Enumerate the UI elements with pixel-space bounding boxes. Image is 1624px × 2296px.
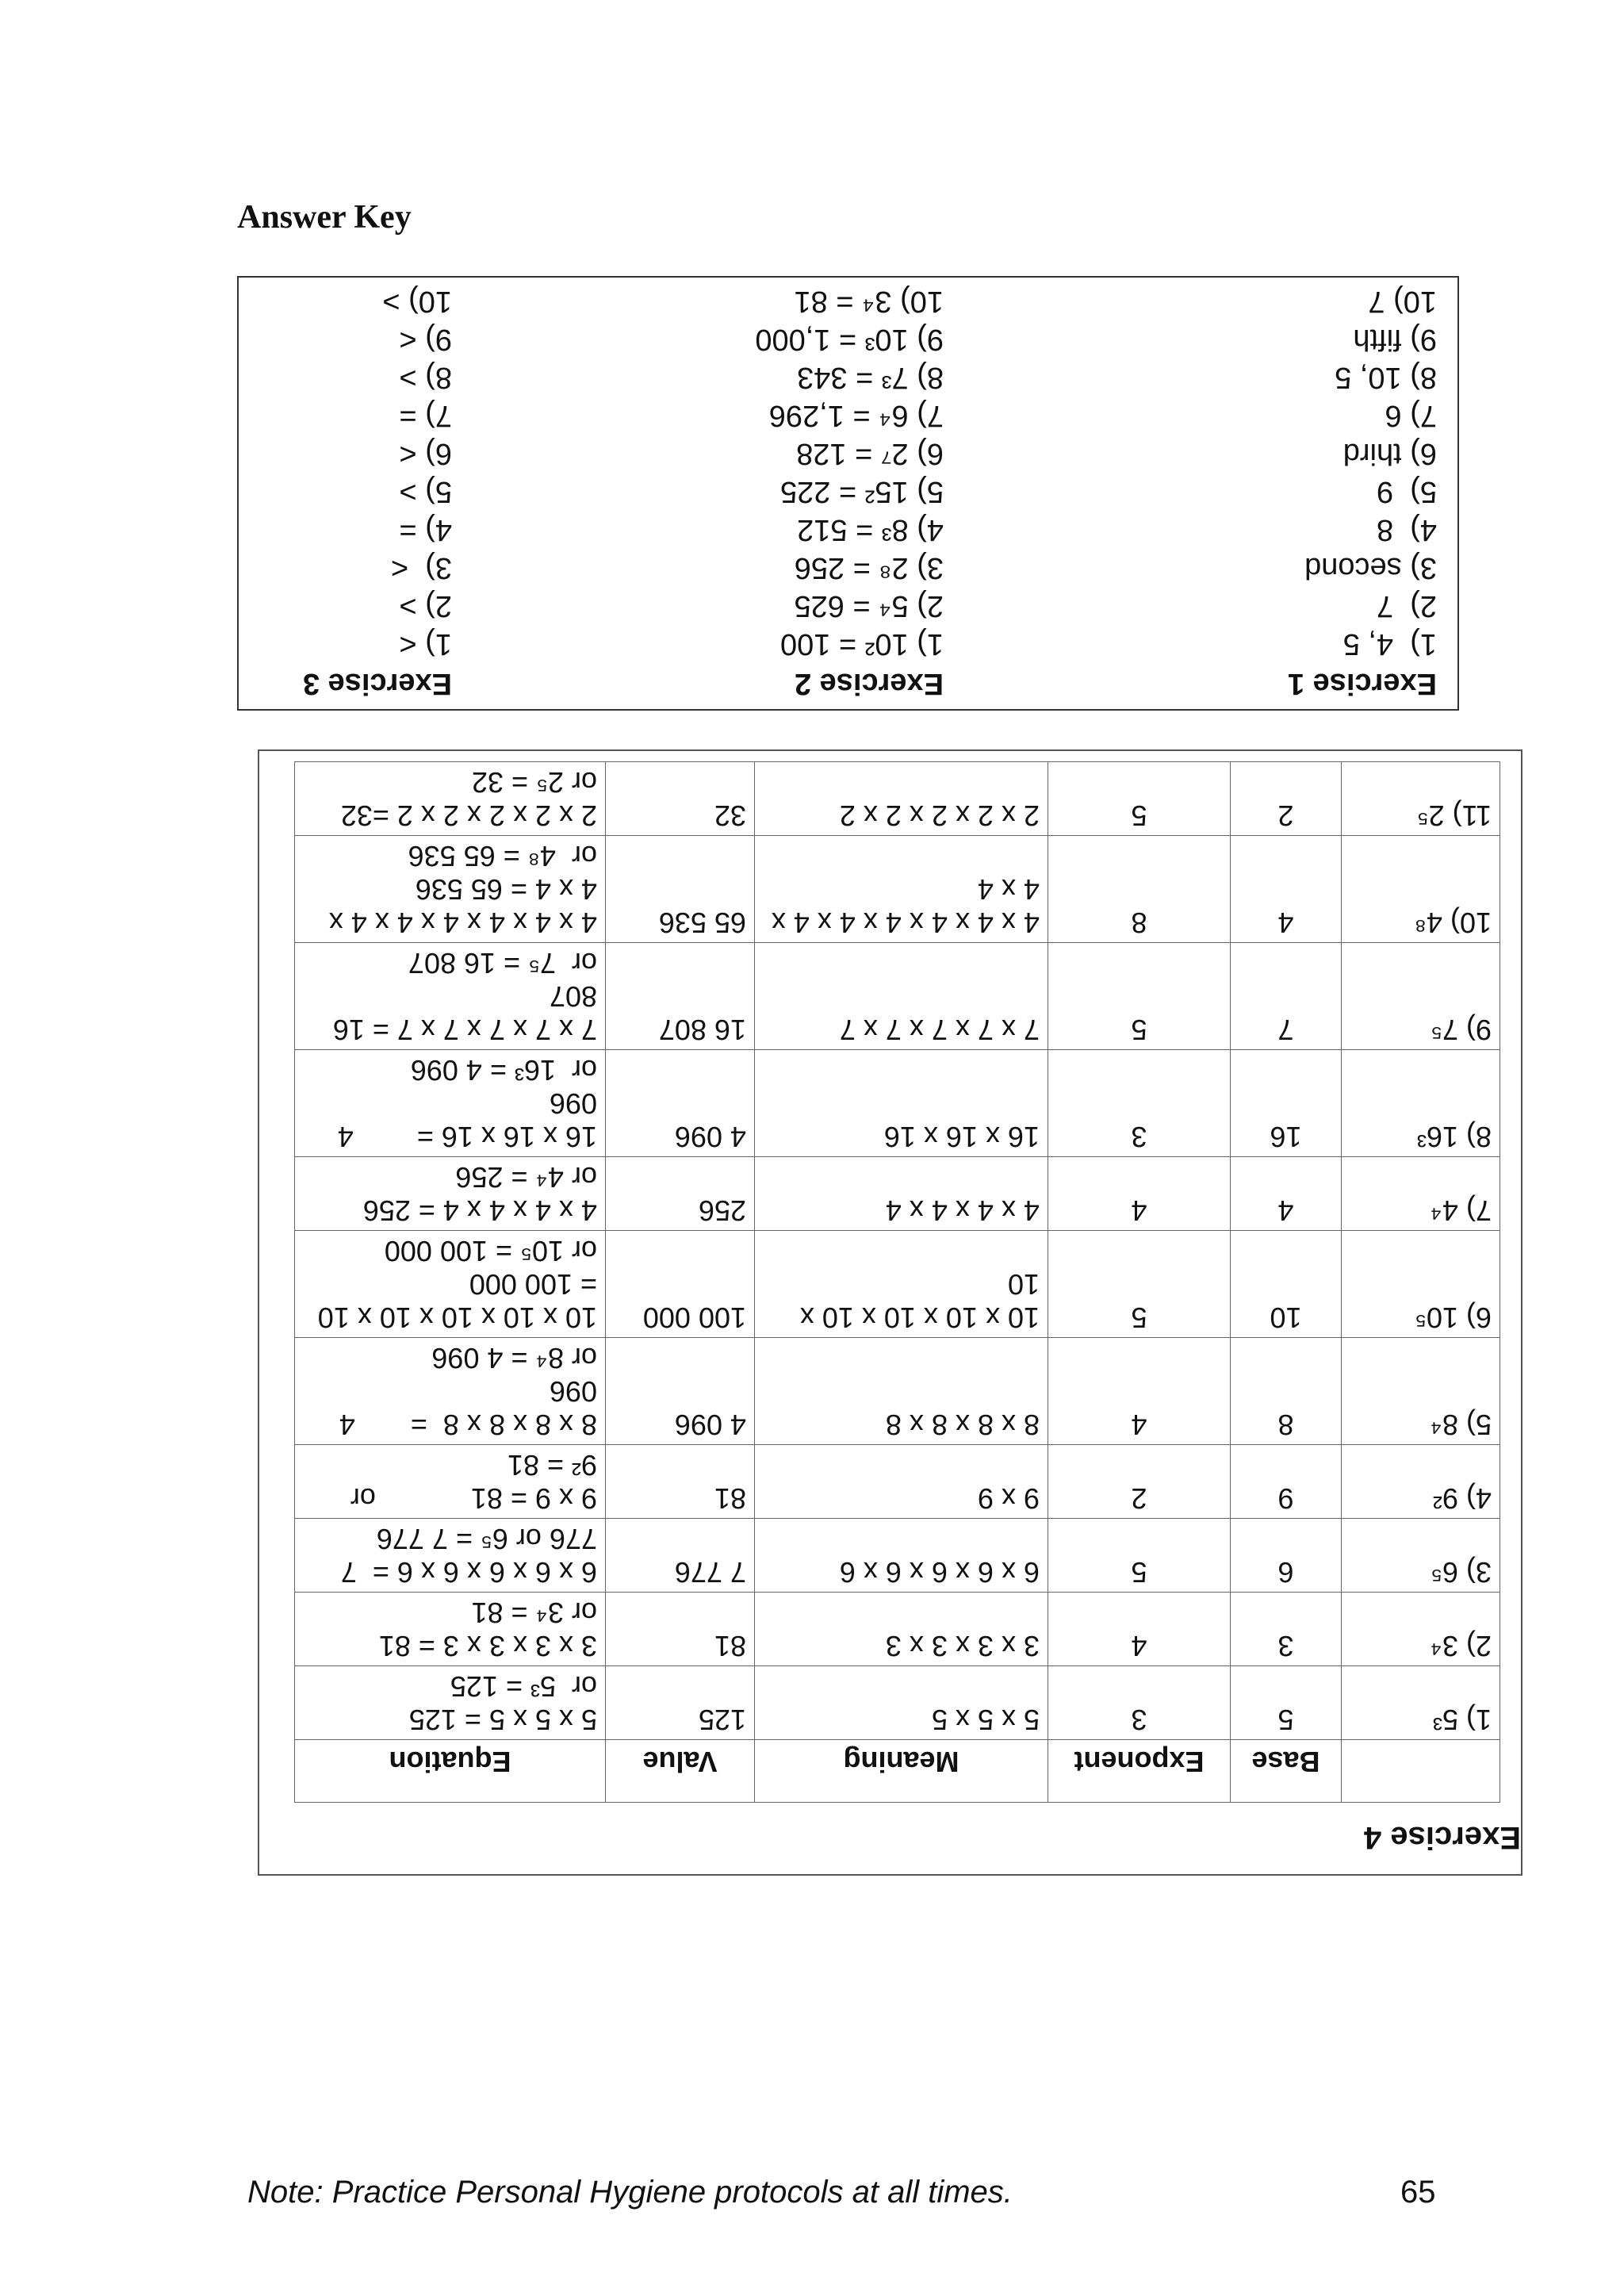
cell-equation xyxy=(295,1338,606,1445)
header-exponent: Exponent xyxy=(1048,1740,1231,1803)
cell-item: 8) 16³ xyxy=(1342,1050,1500,1157)
cell-meaning: 6 x 6 x 6 x 6 x 6 xyxy=(755,1519,1048,1593)
table-row xyxy=(295,762,1500,836)
cell-base: 16 xyxy=(1231,1050,1342,1157)
table-row xyxy=(295,1231,1500,1338)
exercise3-heading: Exercise 3 xyxy=(302,667,452,700)
exercise1-answer: 6) third xyxy=(1342,437,1437,470)
cell-value: 81 xyxy=(606,1445,755,1519)
cell-base: 6 xyxy=(1231,1519,1342,1593)
header-equation: Equation xyxy=(295,1740,606,1803)
cell-exponent: 5 xyxy=(1048,1519,1231,1593)
cell-base: 8 xyxy=(1231,1338,1342,1445)
exercise3-column xyxy=(303,282,452,709)
equation-line: 16 x 16 x 16 = 4 xyxy=(337,1121,597,1153)
exercise3-answer: 3) < xyxy=(390,551,452,585)
header-base: Base xyxy=(1231,1740,1342,1803)
equation-line: or 4⁴ = 256 xyxy=(455,1161,597,1194)
cell-item: 2) 3⁴ xyxy=(1342,1593,1500,1666)
exercise1-answer: 8) 10, 5 xyxy=(1335,361,1437,394)
exercises-1-3-rotated xyxy=(239,278,1457,709)
cell-value: 32 xyxy=(606,762,755,836)
exercise2-answer: 6) 2⁷ = 128 xyxy=(796,437,944,470)
exercise1-answer: 3) second xyxy=(1304,551,1437,585)
cell-equation xyxy=(295,943,606,1050)
exercise1-column xyxy=(1288,282,1437,709)
cell-value: 7 776 xyxy=(606,1519,755,1593)
cell-equation xyxy=(295,1666,606,1740)
cell-meaning: 4 x 4 x 4 x 4 x 4 x 4 x 4 x 4 xyxy=(755,836,1048,943)
exercise1-answer: 10) 7 xyxy=(1368,285,1437,318)
equation-line: or 2⁵ = 32 xyxy=(471,766,597,799)
exercise2-answer: 8) 7³ = 343 xyxy=(797,361,944,394)
exercise1-answer: 5) 9 xyxy=(1376,475,1437,508)
exercises-1-3-box xyxy=(237,276,1459,711)
cell-value: 100 000 xyxy=(606,1231,755,1338)
exercise4-table-body xyxy=(295,762,1500,1740)
cell-meaning: 16 x 16 x 16 xyxy=(755,1050,1048,1157)
cell-value: 81 xyxy=(606,1593,755,1666)
header-item xyxy=(1342,1740,1500,1803)
exercise3-answer: 9) < xyxy=(399,323,452,356)
cell-meaning: 8 x 8 x 8 x 8 xyxy=(755,1338,1048,1445)
cell-value: 16 807 xyxy=(606,943,755,1050)
exercise1-answer: 4) 8 xyxy=(1376,513,1437,546)
cell-exponent: 5 xyxy=(1048,762,1231,836)
table-row xyxy=(295,1519,1500,1593)
exercise3-answer: 5) > xyxy=(399,475,452,508)
cell-value: 4 096 xyxy=(606,1338,755,1445)
cell-equation xyxy=(295,1445,606,1519)
cell-equation xyxy=(295,1593,606,1666)
cell-base: 2 xyxy=(1231,762,1342,836)
cell-exponent: 3 xyxy=(1048,1050,1231,1157)
equation-line: 2 x 2 x 2 x 2 x 2 =32 xyxy=(340,799,597,832)
cell-base: 10 xyxy=(1231,1231,1342,1338)
exercise2-column xyxy=(755,282,944,709)
cell-item: 7) 4⁴ xyxy=(1342,1157,1500,1231)
equation-line: 4 x 4 x 4 x 4 = 256 xyxy=(362,1194,597,1227)
cell-meaning: 5 x 5 x 5 xyxy=(755,1666,1048,1740)
equation-line: 776 or 6⁵ = 7 776 xyxy=(376,1523,597,1555)
cell-item: 1) 5³ xyxy=(1342,1666,1500,1740)
cell-equation xyxy=(295,1157,606,1231)
cell-value: 256 xyxy=(606,1157,755,1231)
exercise3-answer: 10) > xyxy=(382,285,452,318)
equation-line: or 4⁸ = 65 536 xyxy=(408,840,597,872)
cell-exponent: 8 xyxy=(1048,836,1231,943)
equation-line: or 3⁴ = 81 xyxy=(471,1596,597,1629)
table-row xyxy=(295,1666,1500,1740)
exercise4-table xyxy=(294,761,1500,1803)
cell-exponent: 4 xyxy=(1048,1338,1231,1445)
equation-line: 3 x 3 x 3 x 3 = 81 xyxy=(378,1630,597,1662)
answer-key-title: Answer Key xyxy=(237,199,412,236)
exercise1-items xyxy=(1288,282,1437,663)
equation-line: 9² = 81 xyxy=(507,1449,597,1481)
cell-exponent: 5 xyxy=(1048,943,1231,1050)
equation-line: 7 x 7 x 7 x 7 x 7 = 16 xyxy=(332,1014,597,1046)
exercise3-answer: 6) < xyxy=(399,437,452,470)
cell-equation xyxy=(295,1050,606,1157)
cell-equation xyxy=(295,762,606,836)
exercise2-answer: 4) 8³ = 512 xyxy=(797,513,944,546)
cell-item: 11) 2⁵ xyxy=(1342,762,1500,836)
exercise4-rotated xyxy=(259,751,1521,1874)
cell-meaning: 10 x 10 x 10 x 10 x 10 xyxy=(755,1231,1048,1338)
cell-item: 6) 10⁵ xyxy=(1342,1231,1500,1338)
cell-base: 5 xyxy=(1231,1666,1342,1740)
cell-base: 4 xyxy=(1231,836,1342,943)
equation-line: or 7⁵ = 16 807 xyxy=(408,947,597,979)
header-meaning: Meaning xyxy=(755,1740,1048,1803)
cell-base: 3 xyxy=(1231,1593,1342,1666)
exercise1-answer: 7) 6 xyxy=(1385,399,1437,432)
exercise3-answer: 2) > xyxy=(399,589,452,623)
table-row xyxy=(295,1157,1500,1231)
equation-line: 4 x 4 = 65 536 xyxy=(415,873,597,906)
page-number: 65 xyxy=(1400,2175,1436,2210)
cell-equation xyxy=(295,836,606,943)
cell-value: 4 096 xyxy=(606,1050,755,1157)
table-row xyxy=(295,836,1500,943)
exercise2-answer: 1) 10² = 100 xyxy=(780,627,944,661)
cell-equation xyxy=(295,1519,606,1593)
exercise2-answer: 2) 5⁴ = 625 xyxy=(794,589,944,623)
exercise4-box xyxy=(258,749,1522,1876)
exercise2-heading: Exercise 2 xyxy=(794,667,944,700)
equation-line: 8 x 8 x 8 x 8 = 4 xyxy=(339,1409,597,1441)
table-row xyxy=(295,1445,1500,1519)
cell-base: 9 xyxy=(1231,1445,1342,1519)
exercise4-header-row xyxy=(295,1740,1500,1803)
exercise3-answer: 7) = xyxy=(399,399,452,432)
exercise2-items xyxy=(755,282,944,663)
exercise3-answer: 8) > xyxy=(399,361,452,394)
exercise2-answer: 7) 6⁴ = 1,296 xyxy=(768,399,944,432)
exercise1-heading: Exercise 1 xyxy=(1287,667,1437,700)
cell-meaning: 2 x 2 x 2 x 2 x 2 xyxy=(755,762,1048,836)
exercise3-answer: 4) = xyxy=(399,513,452,546)
equation-line: 5 x 5 x 5 = 125 xyxy=(408,1704,597,1736)
cell-meaning: 3 x 3 x 3 x 3 xyxy=(755,1593,1048,1666)
footer-note: Note: Practice Personal Hygiene protocols at all times. xyxy=(247,2175,1013,2210)
cell-value: 65 536 xyxy=(606,836,755,943)
equation-line: 9 x 9 = 81 or xyxy=(350,1482,597,1515)
cell-exponent: 2 xyxy=(1048,1445,1231,1519)
equation-line: 096 xyxy=(549,1087,597,1120)
header-value: Value xyxy=(606,1740,755,1803)
exercise2-answer: 3) 2⁸ = 256 xyxy=(794,551,944,585)
equation-line: or 5³ = 125 xyxy=(450,1670,597,1703)
exercise2-answer: 9) 10³ = 1,000 xyxy=(755,323,944,356)
cell-meaning: 7 x 7 x 7 x 7 x 7 xyxy=(755,943,1048,1050)
equation-line: 10 x 10 x 10 x 10 x 10 xyxy=(317,1301,597,1334)
equation-line: or 10⁵ = 100 000 xyxy=(384,1235,597,1267)
equation-line: = 100 000 xyxy=(469,1268,597,1301)
equation-line: or 8⁴ = 4 096 xyxy=(431,1342,597,1374)
cell-item: 10) 4⁸ xyxy=(1342,836,1500,943)
exercise3-items xyxy=(303,282,452,663)
exercise2-answer: 5) 15² = 225 xyxy=(780,475,944,508)
equation-line: 807 xyxy=(549,980,597,1013)
equation-line: 4 x 4 x 4 x 4 x 4 x 4 x xyxy=(328,907,597,939)
table-row xyxy=(295,1593,1500,1666)
exercise1-answer: 1) 4, 5 xyxy=(1342,627,1437,661)
cell-exponent: 4 xyxy=(1048,1157,1231,1231)
cell-exponent: 5 xyxy=(1048,1231,1231,1338)
equation-line: 096 xyxy=(549,1375,597,1408)
table-row xyxy=(295,943,1500,1050)
table-row xyxy=(295,1050,1500,1157)
cell-meaning: 4 x 4 x 4 x 4 xyxy=(755,1157,1048,1231)
exercise2-answer: 10) 3⁴ = 81 xyxy=(794,285,944,318)
cell-exponent: 4 xyxy=(1048,1593,1231,1666)
cell-item: 9) 7⁵ xyxy=(1342,943,1500,1050)
cell-item: 5) 8⁴ xyxy=(1342,1338,1500,1445)
cell-base: 7 xyxy=(1231,943,1342,1050)
cell-exponent: 3 xyxy=(1048,1666,1231,1740)
cell-item: 3) 6⁵ xyxy=(1342,1519,1500,1593)
table-row xyxy=(295,1338,1500,1445)
exercise1-answer: 2) 7 xyxy=(1376,589,1437,623)
cell-item: 4) 9² xyxy=(1342,1445,1500,1519)
cell-value: 125 xyxy=(606,1666,755,1740)
equation-line: or 16³ = 4 096 xyxy=(410,1054,597,1087)
exercise1-answer: 9) fifth xyxy=(1353,323,1437,356)
cell-base: 4 xyxy=(1231,1157,1342,1231)
equation-line: 6 x 6 x 6 x 6 x 6 = 7 xyxy=(340,1556,597,1589)
exercise3-answer: 1) < xyxy=(399,627,452,661)
cell-equation xyxy=(295,1231,606,1338)
cell-meaning: 9 x 9 xyxy=(755,1445,1048,1519)
exercise4-heading: Exercise 4 xyxy=(1364,1820,1521,1855)
